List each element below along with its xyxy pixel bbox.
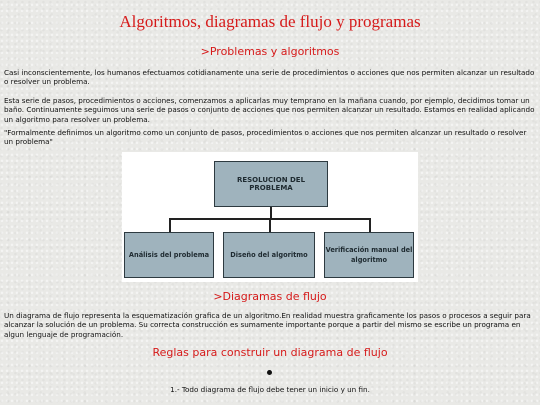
diagram-box-diseno: Diseño del algoritmo <box>223 232 315 278</box>
diagram-connector-right <box>369 218 371 232</box>
paragraph-diagrama-flujo: Un diagrama de flujo representa la esquematización grafica de un algoritmo.En realidad muestra graficamente los pasos o procesos a seguir para alcanzar la solución de un problema. Su correcta construcción es sumamente importante porque a partir del mismo se escribe un programa en algun lenguaje de programación. <box>4 311 531 339</box>
rule-item-1: 1.- Todo diagrama de flujo debe tener un inicio y un fin. <box>170 385 370 394</box>
paragraph-intro: Casi inconscientemente, los humanos efectuamos cotidianamente una serie de procedimientos o acciones que nos permiten alcanzar un resultado o resolver un problema. <box>4 68 535 87</box>
problem-solving-diagram <box>122 152 418 282</box>
paragraph-pasos: Esta serie de pasos, procedimientos o acciones, comenzamos a aplicarlas muy temprano en la mañana cuando, por ejemplo, decidimos tomar un baño. Continuamente seguimos una serie de pasos o conjunto de acciones que nos permiten alcanzar un resultado. Estamos en realidad aplicando un algoritmo para resolver un problema. <box>4 96 535 124</box>
diagram-box-resolucion: RESOLUCION DEL PROBLEMA <box>214 161 328 207</box>
diagram-connector-middle <box>269 218 271 232</box>
diagram-connector-left <box>169 218 171 232</box>
section-heading-reglas: Reglas para construir un diagrama de flujo <box>152 346 388 359</box>
paragraph-definition: "Formalmente definimos un algoritmo como un conjunto de pasos, procedimientos o acciones que nos permiten alcanzar un resultado o resolver un problema" <box>4 128 527 147</box>
diagram-box-analisis: Análisis del problema <box>124 232 214 278</box>
bullet-icon <box>267 370 272 375</box>
diagram-box-verificacion: Verificación manual del algoritmo <box>324 232 414 278</box>
section-heading-diagramas: >Diagramas de flujo <box>213 290 327 303</box>
section-heading-problemas: >Problemas y algoritmos <box>200 45 340 58</box>
page-title: Algoritmos, diagramas de flujo y programas <box>119 12 421 31</box>
